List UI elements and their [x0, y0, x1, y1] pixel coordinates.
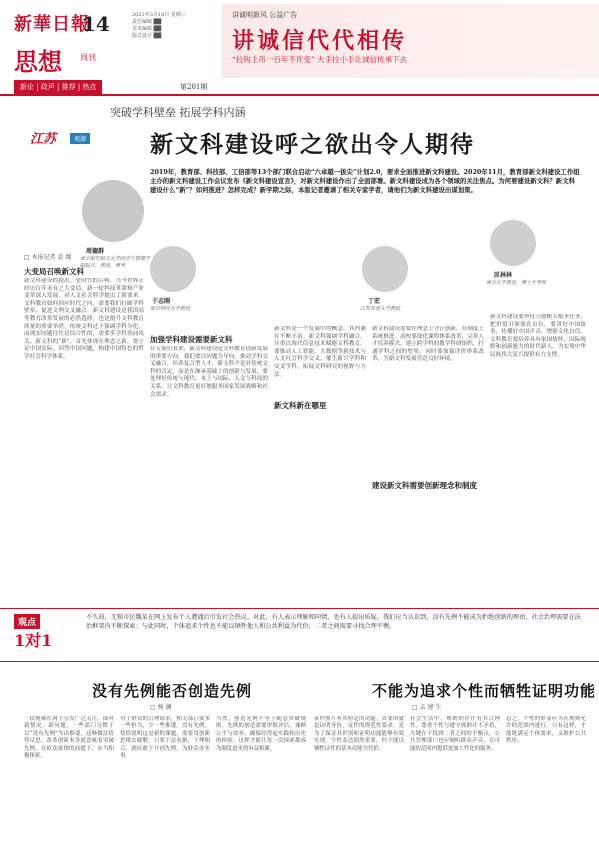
section-logo: 思想 — [14, 47, 62, 76]
byline: □ 本报记者 袁 媛 — [24, 254, 72, 261]
section-heading: 加强学科建设需要新文科 — [150, 335, 233, 344]
body-column: 新文科建设的提出，是时代的召唤。当今世界正经历百年未有之大变局，新一轮科技革命和产业变革深入发展，对人文社会科学提出了新要求。文科教育如何回应时代之问，需要我们打破学科壁垒，促进文理交叉融合。新文科建设是我国高等教育改革发展的必然选择，也是提升文科教育质量的重要举措。传统文科过于强调学科分化，而现实问题往往是综合性的，需要多学科协同攻关。新文科的“新”，首先体现在理念之新，要立足中国实际，回答中国问题，构建中国特色的哲学社会科学体系。 — [24, 278, 144, 360]
portrait-title: 南京财经大学教授 — [150, 306, 191, 312]
meta-line: 责任编辑 ██ — [132, 19, 162, 25]
meta-line: 版式设计 ██ — [132, 33, 162, 39]
commentary-column: 当然，创造先例不等于随意突破规则。先例的创造需要审慎评估，兼顾公平与效率，确保经得起实践和历史的检验。这样才能让每一次探索都成为制度进步的有益积累。 — [216, 716, 306, 752]
section-logo-small: 周刊 — [80, 53, 96, 62]
promo-title: 讲诚信代代相传 — [232, 28, 408, 54]
portrait-photo — [490, 220, 536, 266]
section-heading: 建设新文科需要创新理念和制度 — [372, 481, 477, 490]
section-heading: 新文科新在哪里 — [274, 401, 327, 410]
body-column: 新文科是一个发展中的概念，其内涵在不断丰富。新文科强调学科融合，注重以现代信息技术赋能文科教育。要推动人工智能、大数据等新技术与人文社会科学交叉，催生新兴学科和交叉学科，拓展文科研究的视野与方法。 — [274, 326, 366, 378]
commentary-column: 总之，个性的彰显应当在规则允许的范围内进行。只有这样，才能既满足个体需求，又维护公共秩序。 — [506, 716, 586, 745]
page-number: 14 — [82, 12, 110, 36]
body-column: 新文科建设需要在理念上守正创新，在制度上系统推进。高校要深化课程体系改革，完善人才培养模式，建立跨学科的教学科研组织，打通学科之间的壁垒。同时要加强评价体系改革，为新文科发展营造良好环境。 — [372, 326, 484, 363]
lead-paragraph: 2019年，教育部、科技部、工信部等13个部门联合启动“六卓越一拔尖”计划2.0，要求全面推进新文科建设。2020年11月，教育部新文科建设工作组主办的新文科建设工作会议发布《新文科建设宣言》，对新文科建设作出了全面部署。新文科建设成为各个领域的关注焦点。为何要建设新文科？新文科建设什么“新”？如何推进？怎样完成？新学期之际，本版记者邀请了相关专家学者，请他们为新文科建设出谋划策。 — [150, 168, 580, 194]
portrait-photo — [82, 180, 144, 242]
commentary-author-right: □ 孟 建 生 — [412, 704, 442, 711]
portrait-photo — [362, 246, 408, 292]
opinion-logo-big: 1对1 — [14, 631, 53, 650]
portrait-title: 江苏开放大学教授 — [360, 306, 401, 312]
column-tag-sub: 观潮 — [70, 133, 90, 144]
body-column: 在专家们看来，新文科建设是文科教育创新发展的重要方向。我们要以问题为导向，推动学科交叉融合，培养复合型人才。新文科不是对传统文科的否定，而是在继承基础上的创新与发展。要处理好传统与现代、本土与国际、人文与科技的关系，让文科教育更好地服务国家发展战略和社会需求。 — [150, 346, 268, 398]
commentary-column: 一段视频在网上引发广泛关注。面对新情况、新问题，一些部门习惯于以“没有先例”为由推诿，这种做法值得反思。改革创新本身就意味着突破先例，在依法依规的前提下，应当积极探索。 — [24, 716, 114, 760]
issue-number: 第201期 — [180, 83, 208, 91]
meta-line: 2021年3月18日 星期三 — [132, 12, 186, 18]
column-tag: 江苏 — [30, 132, 57, 147]
portrait-title: 南京大学教授、博士生导师 — [486, 280, 547, 286]
commentary-column: 社会生活中，规则的存在有其合理性。尊重个性与遵守规则并不矛盾，关键在于找到二者之间的平衡点。公共管理部门也应倾听群众声音，在可能的范围内提供更加人性化的服务。 — [410, 716, 500, 752]
promo-subtitle: “拉钩上吊一百年不许变” 大手拉小手让诚信传承下去 — [232, 55, 408, 64]
promo-kicker: 讲诚明新风 公益广告 — [232, 11, 298, 19]
commentary-title-left: 没有先例能否创造先例 — [92, 682, 253, 700]
commentary-column: 对于群众的合理诉求，相关部门要多一些担当，少一些推诿。没有先例，恰恰说明这是新的课题，需要用创新思维去破解。只要于法有据、于理相合，就应敢于开创先例，为群众办实事。 — [120, 716, 210, 760]
portrait-name: 于志刚 — [152, 298, 171, 305]
portrait-name: 匡林林 — [494, 272, 513, 279]
body-column: 新文科建设要坚持立德树人根本任务，把价值引领放在首位。要讲好中国故事，传播好中国声音，增强文化自信。文科教育要培养具有家国情怀、国际视野和创新能力的时代新人，为实现中华民族伟大复兴提供有力支撑。 — [490, 314, 586, 358]
section-nav: 新论 | 政声 | 推荐 | 热点 — [14, 80, 102, 94]
headline: 新文科建设呼之欲出令人期待 — [150, 131, 475, 158]
commentary-author-left: □ 杨 澜 — [150, 704, 172, 711]
portrait-name: 周德群 — [86, 248, 105, 255]
commentary-column: 证件照片有其特定的功能，首要的就是证明身份。证件的规范性要求，是为了保证其识别和证明功能能够有效实现。个性表达固然重要，但不能以牺牲证件的基本功能为代价。 — [314, 716, 404, 752]
portrait-name: 丁宏 — [368, 298, 381, 305]
meta-line: 美术编辑 ██ — [132, 26, 162, 32]
paper-name: 新華日報 — [14, 14, 90, 35]
opinion-intro: 不久前，无锡市民魏某在网上发布个人遭遇后引发社会热议。对此，有人表示理解和同情，也有人提出质疑。我们应当认识到，没有先例不能成为拒绝创新的理由，社会治理需要在法治框架内不断探索；与此同时，个体追求个性也不能以牺牲他人和公共利益为代价，二者之间需要寻找合理平衡。 — [86, 614, 581, 630]
meta-block — [132, 12, 222, 40]
feature-subhead: 突破学科壁垒 拓展学科内涵 — [110, 106, 246, 119]
portrait-photo — [150, 246, 196, 292]
section-heading: 大变局召唤新文科 — [24, 267, 84, 276]
opinion-logo: 观点 — [14, 614, 40, 629]
commentary-title-right: 不能为追求个性而牺牲证明功能 — [372, 682, 597, 700]
portrait-title: 南京航空航天大学经济与管理学院院长、教授、博导 — [80, 256, 151, 269]
